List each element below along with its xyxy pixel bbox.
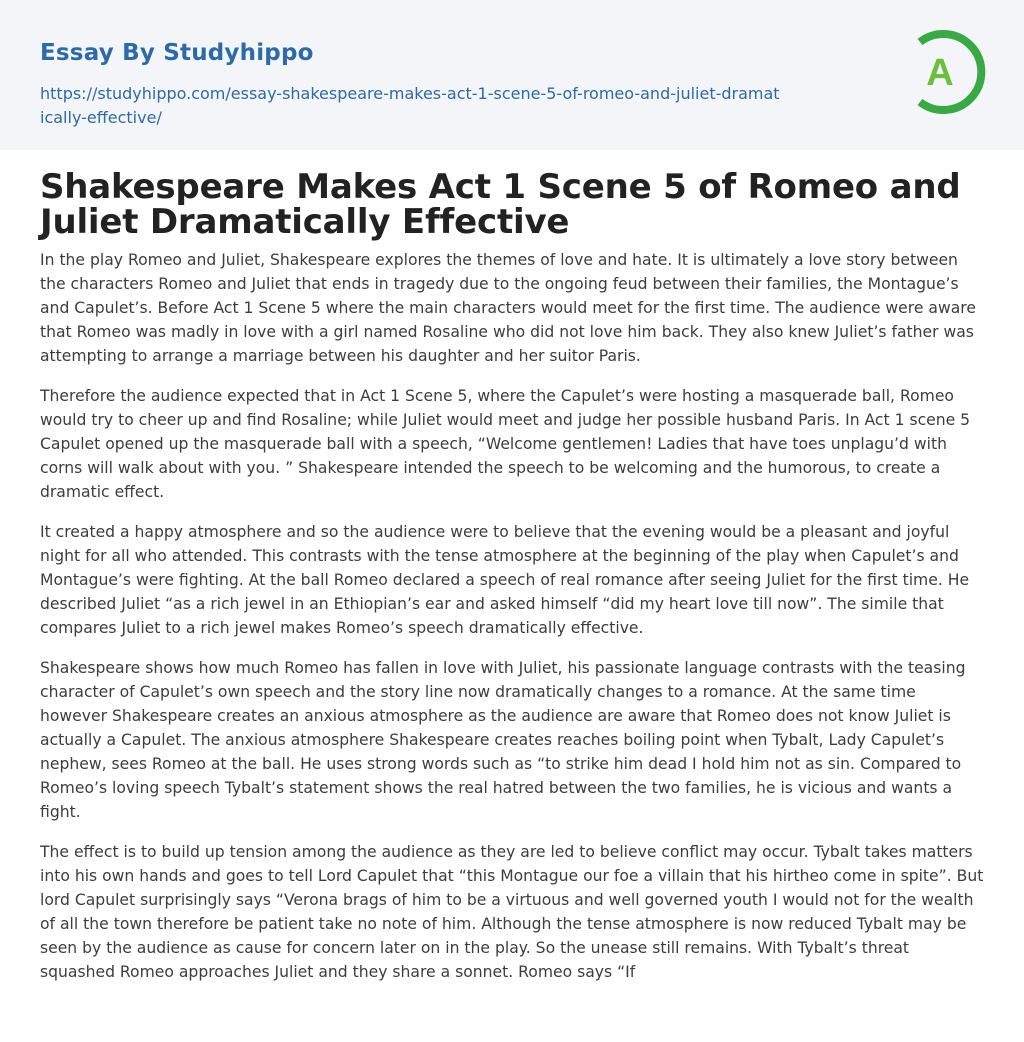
page-title: Shakespeare Makes Act 1 Scene 5 of Romeo and Juliet Dramatically Effective: [40, 167, 961, 242]
paragraph: In the play Romeo and Juliet, Shakespeare explores the themes of love and hate. It is ultimately a love story between the characters Romeo and Juliet that ends in tragedy due to the ongoing feud between their families, the Montague’s and Capulet’s. Before Act 1 Scene 5 where the main characters would meet for the first time. The audience were aware that Romeo was madly in love with a girl named Rosaline who did not love him back. They also knew Juliet’s father was attempting to arrange a marriage between his daughter and her suitor Paris.: [40, 251, 976, 365]
logo-letter: A: [926, 52, 954, 94]
paragraph: It created a happy atmosphere and so the audience were to believe that the evening would be a pleasant and joyful night for all who attended. This contrasts with the tense atmosphere at the beginning of the play when Capulet’s and Montague’s were fighting. At the ball Romeo declared a speech of real romance after seeing Juliet for the first time. He described Juliet “as a rich jewel in an Ethiopian’s ear and asked himself “did my heart love till now”. The simile that compares Juliet to a rich jewel makes Romeo’s speech dramatically effective.: [40, 523, 970, 637]
paragraph: The effect is to build up tension among the audience as they are led to believe conflict may occur. Tybalt takes matters into his own hands and goes to tell Lord Capulet that “this Montague our foe a villain that his hirtheo come in spite”. But lord Capulet surprisingly says “Verona brags of him to be a virtuous and well governed youth I would not for the wealth of all the town therefore be patient take no note of him. Although the tense atmosphere is now reduced Tybalt may be seen by the audience as cause for concern later on in the play. So the unease still remains. With Tybalt’s threat squashed Romeo approaches Juliet and they share a sonnet. Romeo says “If: [40, 843, 984, 981]
paragraph: Shakespeare shows how much Romeo has fallen in love with Juliet, his passionate language contrasts with the teasing character of Capulet’s own speech and the story line now dramatically changes to a romance. At the same time however Shakespeare creates an anxious atmosphere as the audience are aware that Romeo does not know Juliet is actually a Capulet. The anxious atmosphere Shakespeare creates reaches boiling point when Tybalt, Lady Capulet’s nephew, sees Romeo at the ball. He uses strong words such as “to strike him dead I hold him not as sin. Compared to Romeo’s loving speech Tybalt’s statement shows the real hatred between the two families, he is vicious and wants a fight.: [40, 659, 966, 821]
article: [40, 167, 984, 1000]
page-header: [0, 0, 1024, 150]
studyhippo-logo-icon[interactable]: [908, 28, 988, 116]
brand-title[interactable]: Essay By Studyhippo: [40, 40, 314, 66]
source-url-link[interactable]: https://studyhippo.com/essay-shakespeare-makes-act-1-scene-5-of-romeo-and-juliet-dramatically-effective/: [40, 84, 780, 127]
paragraph: Therefore the audience expected that in Act 1 Scene 5, where the Capulet’s were hosting a masquerade ball, Romeo would try to cheer up and find Rosaline; while Juliet would meet and judge her possible husband Paris. In Act 1 scene 5 Capulet opened up the masquerade ball with a speech, “Welcome gentlemen! Ladies that have toes unplagu’d with corns will walk about with you. ” Shakespeare intended the speech to be welcoming and the humorous, to create a dramatic effect.: [40, 387, 971, 501]
